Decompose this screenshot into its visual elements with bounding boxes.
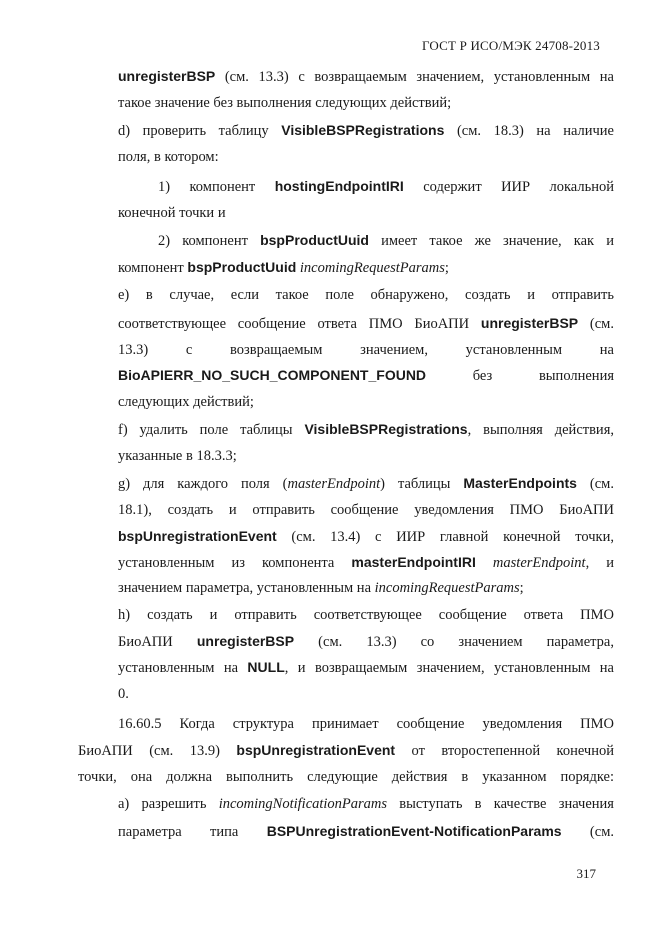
text-run: без выполнения bbox=[426, 368, 614, 384]
text-line bbox=[118, 120, 614, 140]
text-run: такое значение без выполнения следующих действий; bbox=[118, 95, 452, 111]
text-line bbox=[118, 419, 614, 439]
code-identifier: VisibleBSPRegistrations bbox=[281, 122, 445, 138]
text-run: ) таблицы bbox=[380, 476, 464, 492]
code-identifier: BSPUnregistrationEvent-NotificationParams bbox=[266, 823, 562, 839]
text-run: 16.60.5 Когда структура принимает сообщение уведомления ПМО bbox=[118, 716, 614, 732]
text-run: g) для каждого поля ( bbox=[118, 476, 288, 492]
text-line bbox=[118, 446, 614, 466]
text-line bbox=[118, 66, 614, 86]
italic-term: masterEndpoint bbox=[492, 555, 586, 571]
text-line bbox=[118, 392, 614, 412]
text-run: h) создать и отправить соответствующее сообщение ответа ПМО bbox=[118, 607, 614, 623]
text-run: БиоАПИ (см. 13.9) bbox=[78, 743, 237, 759]
text-run: f) удалить поле таблицы bbox=[118, 422, 305, 438]
code-identifier: bspProductUuid bbox=[260, 232, 369, 248]
text-run: указанные в 18.3.3; bbox=[118, 448, 237, 464]
text-line bbox=[118, 473, 614, 493]
text-run: , и возвращаемым значением, установленным на bbox=[284, 660, 614, 676]
text-line bbox=[118, 93, 614, 113]
code-identifier: BioAPIERR_NO_SUCH_COMPONENT_FOUND bbox=[118, 367, 427, 383]
text-line bbox=[118, 605, 614, 625]
italic-term: incomingRequestParams bbox=[299, 260, 445, 276]
text-run: (см. 18.3) на наличие bbox=[444, 123, 614, 139]
code-identifier: unregisterBSP bbox=[196, 633, 295, 649]
code-identifier: bspUnregistrationEvent bbox=[236, 742, 396, 758]
text-run: содержит ИИР локальной bbox=[403, 179, 614, 195]
text-run bbox=[476, 555, 493, 571]
code-identifier: unregisterBSP bbox=[118, 68, 216, 84]
text-line bbox=[118, 500, 614, 520]
page-header: ГОСТ Р ИСО/МЭК 24708-2013 bbox=[421, 38, 600, 53]
text-run: параметра типа bbox=[118, 824, 267, 840]
text-run: значением параметра, установленным на bbox=[118, 580, 375, 596]
text-run: конечной точки и bbox=[118, 205, 226, 221]
italic-term: incomingNotificationParams bbox=[218, 796, 388, 812]
text-run: следующих действий; bbox=[118, 394, 254, 410]
text-line bbox=[118, 526, 614, 546]
text-run: соответствующее сообщение ответа ПМО БиоАПИ bbox=[118, 316, 481, 332]
text-run: 13.3) с возвращаемым значением, установленным на bbox=[118, 342, 614, 358]
text-line bbox=[118, 340, 614, 360]
text-run: e) в случае, если такое поле обнаружено, создать и отправить bbox=[118, 287, 614, 303]
text-run: поля, в котором: bbox=[118, 149, 219, 165]
text-run: установленным из компонента bbox=[118, 555, 352, 571]
text-run: точки, она должна выполнить следующие действия в указанном порядке: bbox=[78, 769, 614, 785]
code-identifier: masterEndpointIRI bbox=[351, 554, 476, 570]
text-line bbox=[78, 767, 614, 787]
text-run: (см. 13.3) с возвращаемым значением, установленным на bbox=[215, 69, 614, 85]
text-run: d) проверить таблицу bbox=[118, 123, 282, 139]
text-run: 1) компонент bbox=[158, 179, 275, 195]
text-run: (см. bbox=[561, 824, 614, 840]
code-identifier: MasterEndpoints bbox=[463, 475, 577, 491]
text-line bbox=[158, 230, 614, 250]
text-line bbox=[118, 203, 614, 223]
text-line bbox=[118, 257, 614, 277]
text-line bbox=[118, 285, 614, 305]
text-run: (см. 13.4) с ИИР главной конечной точки, bbox=[276, 529, 614, 545]
italic-term: masterEndpoint bbox=[287, 476, 381, 492]
text-run: 2) компонент bbox=[158, 233, 261, 249]
text-line bbox=[158, 176, 614, 196]
text-run: , выполняя действия, bbox=[467, 422, 614, 438]
text-run: ; bbox=[444, 260, 449, 276]
text-line bbox=[118, 578, 614, 598]
code-identifier: VisibleBSPRegistrations bbox=[304, 421, 468, 437]
text-run: 18.1), создать и отправить сообщение уведомления ПМО БиоАПИ bbox=[118, 502, 614, 518]
text-line bbox=[118, 794, 614, 814]
code-identifier: NULL bbox=[247, 659, 285, 675]
text-line bbox=[118, 714, 614, 734]
text-run: БиоАПИ bbox=[118, 634, 197, 650]
text-line bbox=[118, 365, 614, 385]
text-line bbox=[118, 821, 614, 841]
text-line bbox=[118, 657, 614, 677]
code-identifier: unregisterBSP bbox=[480, 315, 579, 331]
code-identifier: bspUnregistrationEvent bbox=[118, 528, 277, 544]
text-run: 0. bbox=[118, 686, 129, 702]
italic-term: incomingRequestParams bbox=[374, 580, 520, 596]
text-run: выступать в качестве значения bbox=[387, 796, 614, 812]
text-run: компонент bbox=[118, 260, 188, 276]
page-number: 317 bbox=[576, 866, 596, 881]
text-line bbox=[118, 147, 614, 167]
text-line bbox=[118, 313, 614, 333]
text-line bbox=[118, 552, 614, 572]
text-line bbox=[78, 740, 614, 760]
text-run: (см. bbox=[578, 316, 614, 332]
text-run: от второстепенной конечной bbox=[395, 743, 614, 759]
text-line bbox=[118, 684, 614, 704]
code-identifier: bspProductUuid bbox=[187, 259, 297, 275]
text-run: имеет такое же значение, как и bbox=[368, 233, 614, 249]
text-run: a) разрешить bbox=[118, 796, 219, 812]
text-line bbox=[118, 631, 614, 651]
text-run: (см. 13.3) со значением параметра, bbox=[294, 634, 614, 650]
text-run: установленным на bbox=[118, 660, 248, 676]
text-run: (см. bbox=[576, 476, 614, 492]
text-run: ; bbox=[519, 580, 524, 596]
text-run: , и bbox=[585, 555, 614, 571]
code-identifier: hostingEndpointIRI bbox=[274, 178, 404, 194]
